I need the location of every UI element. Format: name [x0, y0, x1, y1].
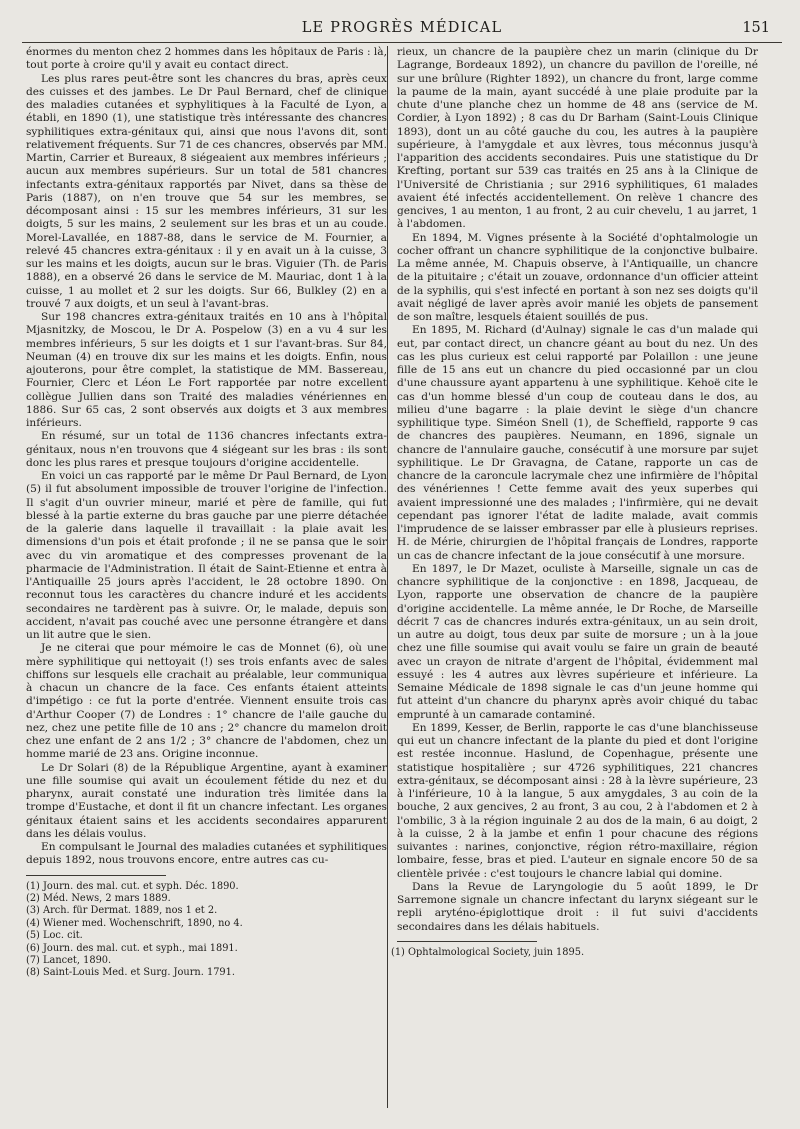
footnote: (7) Lancet, 1890.	[26, 954, 112, 966]
footnote: (4) Wiener med. Wochenschrift, 1890, no 4.	[26, 917, 243, 929]
right-column	[391, 46, 758, 959]
paragraph: Je ne citerai que pour mémoire le cas de Monnet (6), où une mère syphilitique qui nettoyait (!) ses trois enfants avec de sales chiffons sur lesquels elle crachait au préalable, leur communiqua à chacun un chancre de la face. Ces enfants étaient atteints d'impétigo : ce fut la porte d'entrée. Viennent ensuite trois cas d'Arthur Cooper (7) de Londres : 1° chancre de l'aile gauche du nez, chez une petite fille de 10 ans ; 2° chancre du mamelon droit chez une enfant de 2 ans 1/2 ; 3° chancre de l'abdomen, chez un homme marié de 23 ans. Origine inconnue.	[26, 642, 387, 761]
paragraph: En compulsant le Journal des maladies cutanées et syphilitiques depuis 1892, nous trouvons encore, entre autres cas cu-	[26, 841, 387, 867]
footnote: (8) Saint-Louis Med. et Surg. Journ. 1791.	[26, 967, 236, 979]
paragraph: Le Dr Solari (8) de la République Argentine, ayant à examiner une fille soumise qui avait un écoulement fétide du nez et du pharynx, aurait constaté une induration très limitée dans la trompe d'Eustache, et dont il fit un chancre infectant. Les organes génitaux étaient sains et les accidents secondaires apparurent dans les délais voulus.	[26, 761, 387, 840]
paragraph: En 1894, M. Vignes présente à la Société d'ophtalmologie un cocher offrant un chancre syphilitique de la conjonctive bulbaire. La même année, M. Chapuis observe, à l'Antiquaille, un chancre de la pituitaire ; c'était un zouave, ordonnance d'un officier atteint de la syphilis, qui s'est infecté en portant à son nez ses doigts qu'il avait négligé de laver après avoir manié les objets de pansement de son maître, lesquels étaient souillés de pus.	[397, 231, 758, 323]
paragraph: Dans la Revue de Laryngologie du 5 août 1899, le Dr Sarremone signale un chancre infectant du larynx siégeant sur le repli aryténo-épiglottique droit : il fut suivi d'accidents secondaires dans les délais habituels.	[397, 880, 758, 933]
footnotes	[26, 881, 387, 980]
footnote: (5) Loc. cit.	[26, 930, 83, 942]
paragraph: En voici un cas rapporté par le même Dr Paul Bernard, de Lyon (5) il fut absolument impossible de trouver l'origine de l'infection. Il s'agit d'un ouvrier mineur, marié et père de famille, qui fut blessé à la partie externe du bras gauche par une pierre détachée de la galerie dans laquelle il travaillait : la plaie avait les dimensions d'un pois et était profonde ; il ne se pansa que le soir avec du vin aromatique et des compresses provenant de la pharmacie de l'Administration. Il était de Saint-Etienne et entra à l'Antiquaille 25 jours après l'accident, le 28 octobre 1890. On reconnut tous les caractères du chancre induré et les accidents secondaires ne tardèrent pas à suivre. Or, le malade, depuis son accident, n'avait pas couché avec une personne étrangère et dans un lit autre que le sien.	[26, 470, 387, 641]
paragraph: En 1899, Kesser, de Berlin, rapporte le cas d'une blanchisseuse qui eut un chancre infectant de la plante du pied et dont l'origine est restée inconnue. Haslund, de Copenhague, présente une statistique hospitalière ; sur 4726 syphilitiques, 221 chancres extra-génitaux, se décomposant ainsi : 28 à la lèvre supérieure, 23 à l'inférieure, 10 à la langue, 5 aux amygdales, 3 au coin de la bouche, 2 aux gencives, 2 au front, 3 au cou, 2 à l'abdomen et 2 à l'ombilic, 3 à la région inguinale 2 au dos de la main, 6 au doigt, 2 à la cuisse, 2 à la jambe et enfin 1 pour chacune des régions suivantes : narines, conjonctive, région rétro-maxillaire, région lombaire, fesse, bras et pied. L'auteur en signale encore 50 de sa clientèle privée : c'est toujours le chancre labial qui domine.	[397, 721, 758, 880]
footnote: (1) Ophtalmological Society, juin 1895.	[391, 946, 585, 958]
paragraph: Sur 198 chancres extra-génitaux traités en 10 ans à l'hôpital Mjasnitzky, de Moscou, le Dr A. Pospelow (3) en a vu 4 sur les membres inférieurs, 5 sur les doigts et 1 sur l'avant-bras. Sur 84, Neuman (4) en trouve dix sur les mains et les doigts. Enfin, nous ajouterons, pour être complet, la statistique de MM. Bassereau, Fournier, Clerc et Léon Le Fort rapportée par notre excellent collègue Jullien dans son Traité des maladies vénériennes en 1886. Sur 65 cas, 2 sont observés aux doigts et 3 aux membres inférieurs.	[26, 311, 387, 429]
paragraph: Les plus rares peut-être sont les chancres du bras, après ceux des cuisses et des jambes. Le Dr Paul Bernard, chef de clinique des maladies cutanées et syphylitiques à la Faculté de Lyon, a établi, en 1890 (1), une statistique très intéressante des chancres syphilitiques extra-génitaux qui, ainsi que nous l'avons dit, sont relativement fréquents. Sur 71 de ces chancres, observés par MM. Martin, Carrier et Bureaux, 8 siégeaient aux membres inférieurs ; aucun aux membres supérieurs. Sur un total de 581 chancres infectants extra-génitaux rapportés par Nivet, dans sa thèse de Paris (1887), on n'en trouve que 54 sur les membres, se décomposant ainsi : 15 sur les membres inférieurs, 31 sur les doigts, 5 sur les mains, 2 seulement sur les bras et un au coude. Morel-Lavallée, en 1887-88, dans le service de M. Fournier, a relevé 45 chancres extra-génitaux : il y en avait un à la cuisse, 3 sur les mains et les doigts, aucun sur le bras. Viguier (Th. de Paris 1888), en a observé 26 dans le service de M. Mauriac, dont 1 à la cuisse, 1 au mollet et 2 sur les doigts. Sur 66, Bulkley (2) en a trouvé 7 aux doigts, et un seul à l'avant-bras.	[26, 72, 387, 310]
footnotes	[391, 946, 758, 959]
footnote: (1) Journ. des mal. cut. et syph. Déc. 1890.	[26, 880, 239, 892]
footnote: (3) Arch. für Dermat. 1889, nos 1 et 2.	[26, 905, 218, 917]
column-divider	[387, 46, 388, 1108]
paragraph: rieux, un chancre de la paupière chez un marin (clinique du Dr Lagrange, Bordeaux 1892), un chancre du pavillon de l'oreille, né sur une brûlure (Righter 1892), un chancre du front, large comme la paume de la main, ayant succédé à une plaie produite par la chute d'une planche chez un homme de 48 ans (service de M. Cordier, à Lyon 1892) ; 8 cas du Dr Barham (Saint-Louis Clinique 1893), dont un au côté gauche du cou, les autres à la paupière supérieure, à l'amygdale et aux lèvres, tous méconnus jusqu'à l'apparition des accidents secondaires. Puis une statistique du Dr Krefting, portant sur 539 cas traités en 25 ans à la Clinique de l'Université de Christiania ; sur 2916 syphilitiques, 61 malades avaient été infectés accidentellement. On relève 1 chancre des gencives, 1 au menton, 1 au front, 2 au cuir chevelu, 1 au jarret, 1 à l'abdomen.	[397, 46, 758, 231]
footnote: (6) Journ. des mal. cut. et syph., mai 1891.	[26, 942, 238, 954]
paragraph: énormes du menton chez 2 hommes dans les hôpitaux de Paris : là, tout porte à croire qu'il y avait eu contact direct.	[26, 46, 387, 72]
page-number: 151	[742, 20, 770, 36]
footnote-rule	[26, 875, 166, 876]
left-column	[26, 46, 387, 980]
paragraph: En 1895, M. Richard (d'Aulnay) signale le cas d'un malade qui eut, par contact direct, un chancre géant au bout du nez. Un des cas les plus curieux est celui rapporté par Polaillon : une jeune fille de 15 ans eut un chancre du pied occasionné par un clou d'une chaussure ayant appartenu à une syphilitique. Kehoë cite le cas d'un homme blessé d'un coup de couteau dans le dos, au milieu d'une bagarre : la plaie devint le siège d'un chancre syphilitique type. Siméon Snell (1), de Scheffield, rapporte 9 cas de chancres des paupières. Neumann, en 1896, signale un chancre de l'annulaire gauche, consécutif à une morsure par sujet syphilitique. Le Dr Gravagna, de Catane, rapporte un cas de chancre de la caroncule lacrymale chez une infirmière de l'hôpital des vénériennes ! Cette femme avait des yeux superbes qui avaient impressionné une des malades ; l'infirmière, qui ne devait cependant pas ignorer l'état de ladite malade, avait commis l'imprudence de se laisser embrasser par elle à plusieurs reprises. H. de Mérie, chirurgien de l'hôpital français de Londres, rapporte un cas de chancre infectant de la joue consécutif à une morsure.	[397, 324, 758, 562]
paragraph: En résumé, sur un total de 1136 chancres infectants extra-génitaux, nous n'en trouvons que 4 siégeant sur les bras : ils sont donc les plus rares et presque toujours d'origine accidentelle.	[26, 430, 387, 469]
running-title: LE PROGRÈS MÉDICAL	[301, 20, 503, 36]
header-rule	[22, 42, 782, 43]
page-header	[22, 18, 782, 44]
footnote: (2) Méd. News, 2 mars 1889.	[26, 892, 171, 904]
footnote-rule	[397, 941, 537, 942]
paragraph: En 1897, le Dr Mazet, oculiste à Marseille, signale un cas de chancre syphilitique de la conjonctive : en 1898, Jacqueau, de Lyon, rapporte une observation de chancre de la paupière d'origine accidentelle. La même année, le Dr Roche, de Marseille décrit 7 cas de chancres indurés extra-génitaux, un au sein droit, un autre au doigt, tous deux par suite de morsure ; un à la joue chez une fille soumise qui avait voulu se faire un grain de beauté avec un crayon de nitrate d'argent de l'hôpital, évidemment mal essuyé : les 4 autres aux lèvres supérieure et inférieure. La Semaine Médicale de 1898 signale le cas d'un jeune homme qui fut atteint d'un chancre du pharynx après avoir chiqué du tabac emprunté à un camarade contaminé.	[397, 562, 758, 721]
